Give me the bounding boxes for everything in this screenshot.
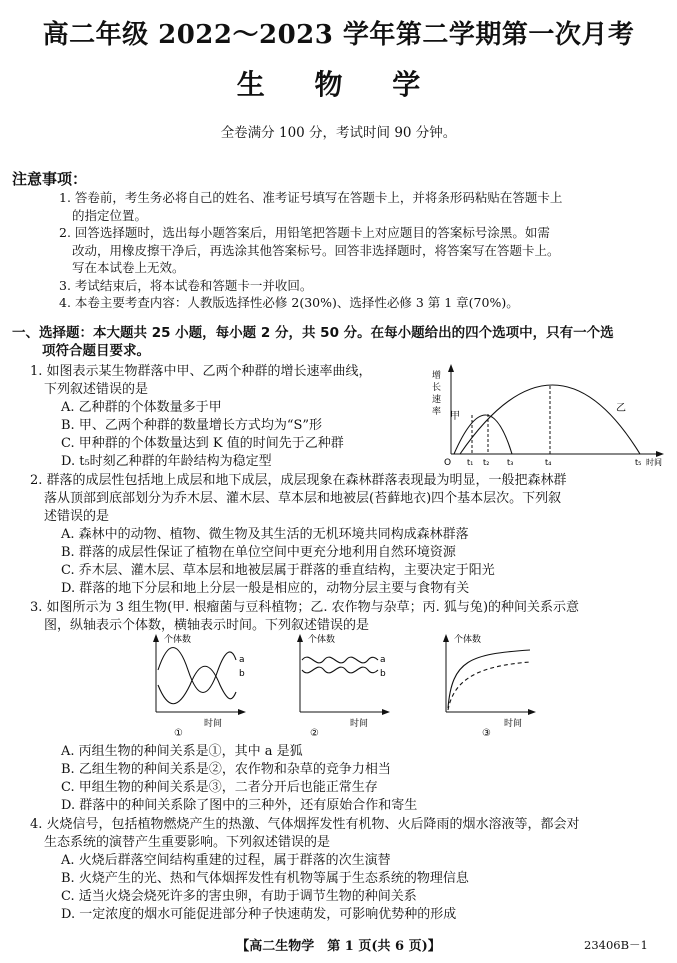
label-b: b <box>239 669 245 679</box>
note-line: 的指定位置。 <box>72 208 148 223</box>
q3-option-a: A. 丙组生物的种间关系是①，其中 a 是狐 <box>61 744 303 759</box>
q3-option-c: C. 甲组生物的种间关系是③，二者分开后也能正常生存 <box>61 780 378 795</box>
label-b: b <box>380 669 386 679</box>
q3-figures <box>140 630 560 740</box>
q1-option-a: A. 乙种群的个体数量多于甲 <box>61 400 222 415</box>
note-line: 2. 回答选择题时，选出每小题答案后，用铅笔把答题卡上对应题目的答案标号涂黑。如需 <box>59 225 550 240</box>
curve-b <box>158 666 236 704</box>
q2-stem-cont: 落从顶部到底部划分为乔木层、灌木层、草本层和地被层(苔藓地衣)四个基本层次。下列叙 <box>44 491 562 506</box>
q4-option-d: D. 一定浓度的烟水可能促进部分种子快速萌发，可影响优势种的形成 <box>61 907 457 922</box>
q3-option-b: B. 乙组生物的种间关系是②，农作物和杂草的竞争力相当 <box>61 762 391 777</box>
label-yi: 乙 <box>616 403 626 414</box>
score-line: 全卷满分 100 分，考试时间 90 分钟。 <box>220 125 457 141</box>
ylabel: 个体数 <box>454 635 482 645</box>
tick-t1: t₁ <box>467 458 474 467</box>
ylabel-char: 长 <box>432 383 442 393</box>
q3-figure-3 <box>443 633 536 739</box>
q4-option-c: C. 适当火烧会烧死许多的害虫卵，有助于调节生物的种间关系 <box>61 889 417 904</box>
tick-t2: t₂ <box>483 458 490 467</box>
q2-option-c: C. 乔木层、灌木层、草本层和地被层属于群落的垂直结构，主要决定于阳光 <box>61 563 495 578</box>
subject-title: 生 物 学 <box>236 68 441 101</box>
tick-t5: t₅ <box>635 458 642 467</box>
label-a: a <box>239 655 245 665</box>
caption: ① <box>174 728 183 739</box>
xlabel: 时间 <box>204 719 223 729</box>
section-heading-cont: 项符合题目要求。 <box>42 343 150 359</box>
q1-option-b: B. 甲、乙两个种群的数量增长方式均为“S”形 <box>61 418 323 433</box>
x-axis-arrow <box>656 451 664 457</box>
section-heading: 一、选择题：本大题共 25 小题，每小题 2 分，共 50 分。在每小题给出的四个选项中，只有一个选 <box>12 325 614 341</box>
q3-stem-cont: 图，纵轴表示个体数，横轴表示时间。下列叙述错误的是 <box>44 618 370 633</box>
q2-option-b: B. 群落的成层性保证了植物在单位空间中更充分地利用自然环境资源 <box>61 545 456 560</box>
notes-heading: 注意事项： <box>12 170 88 188</box>
caption: ③ <box>482 728 491 739</box>
ylabel-char: 率 <box>432 407 442 417</box>
label-a: a <box>380 655 386 665</box>
tick-t4: t₄ <box>545 458 552 467</box>
q2-stem-cont: 述错误的是 <box>44 509 110 524</box>
curve-a <box>158 648 236 693</box>
q4-stem: 4. 火烧信号，包括植物燃烧产生的热激、气体烟挥发性有机物、火后降雨的烟水溶液等，都会对 <box>30 817 580 832</box>
exam-title: 高二年级 2022～2023 学年第二学期第一次月考 <box>42 20 635 50</box>
curve-jia <box>454 415 512 454</box>
q2-stem: 2. 群落的成层性包括地上成层和地下成层，成层现象在森林群落表现最为明显，一般把森林群 <box>30 473 567 488</box>
q1-stem: 1. 如图表示某生物群落中甲、乙两个种群的增长速率曲线， <box>30 364 372 379</box>
q2-option-a: A. 森林中的动物、植物、微生物及其生活的无机环境共同构成森林群落 <box>61 527 469 542</box>
q1-option-c: C. 甲种群的个体数量达到 K 值的时间先于乙种群 <box>61 436 344 451</box>
caption: ② <box>310 728 319 739</box>
note-line: 1. 答卷前，考生务必将自己的姓名、准考证号填写在答题卡上，并将条形码粘贴在答题卡上 <box>59 190 563 205</box>
ylabel: 个体数 <box>308 635 336 645</box>
note-line: 写在本试卷上无效。 <box>72 260 185 275</box>
note-line: 3. 考试结束后，将本试卷和答题卡一并收回。 <box>59 278 313 293</box>
ylabel-vertical <box>432 369 441 417</box>
note-line: 改动，用橡皮擦干净后，再选涂其他答案标号。回答非选择题时，将答案写在答题卡上。 <box>72 243 560 258</box>
q3-figure-1 <box>153 633 246 739</box>
paper-code: 23406B－1 <box>584 938 648 952</box>
q3-stem: 3. 如图所示为 3 组生物(甲. 根瘤菌与豆科植物；乙. 农作物与杂草；丙. 狐与兔)的种间关系示意 <box>30 600 580 615</box>
page-footer: 【高二生物学 第 1 页(共 6 页)】 <box>236 939 441 954</box>
ylabel-char: 增 <box>432 371 442 381</box>
ylabel-char: 速 <box>432 395 442 405</box>
note-line: 4. 本卷主要考查内容：人教版选择性必修 2(30%)、选择性必修 3 第 1 章(70%)。 <box>59 295 519 310</box>
xlabel: 时间 <box>504 719 523 729</box>
q4-stem-cont: 生态系统的演替产生重要影响。下列叙述错误的是 <box>44 835 331 850</box>
xlabel: 时间 <box>646 458 662 467</box>
q1-growth-rate-figure <box>420 356 672 468</box>
q3-figure-2 <box>297 633 390 739</box>
tick-t3: t₃ <box>507 458 514 467</box>
q2-option-d: D. 群落的地下分层和地上分层一般是相应的，动物分层主要与食物有关 <box>61 581 470 596</box>
q3-option-d: D. 群落中的种间关系除了图中的三种外，还有原始合作和寄生 <box>61 798 418 813</box>
origin-label: O <box>444 458 452 468</box>
y-axis-arrow <box>448 364 454 372</box>
q1-stem-cont: 下列叙述错误的是 <box>44 382 149 397</box>
ylabel: 个体数 <box>164 635 192 645</box>
q4-option-b: B. 火烧产生的光、热和气体烟挥发性有机物等属于生态系统的物理信息 <box>61 871 469 886</box>
xlabel: 时间 <box>350 719 369 729</box>
label-jia: 甲 <box>450 411 460 422</box>
q4-option-a: A. 火烧后群落空间结构重建的过程，属于群落的次生演替 <box>61 853 391 868</box>
q1-option-d: D. t₅时刻乙种群的年龄结构为稳定型 <box>61 454 272 469</box>
